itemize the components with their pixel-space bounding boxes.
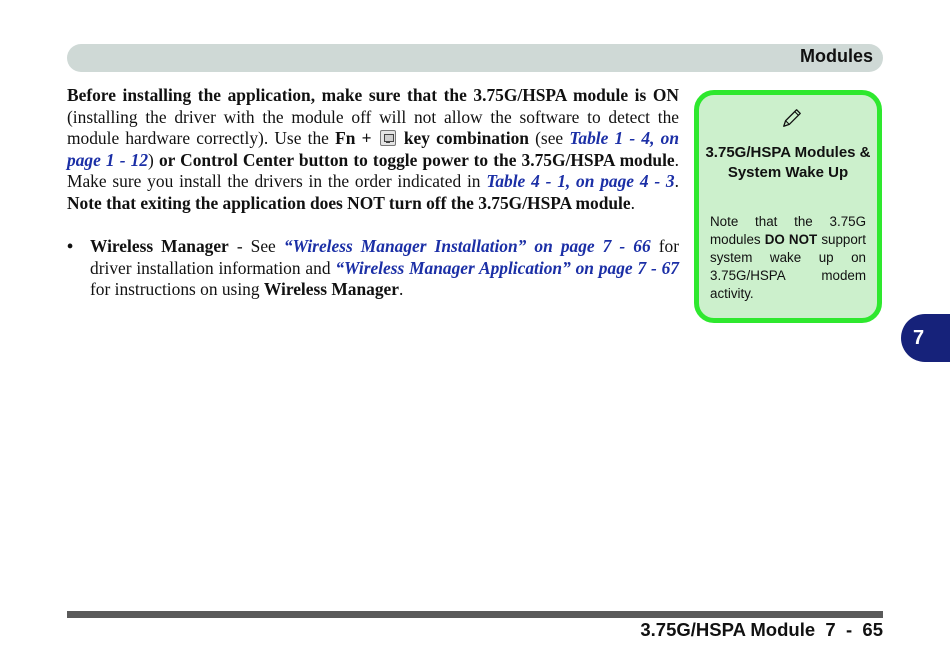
link-table-1-4[interactable]: Table 1 - 4, on page 1 - 12: [67, 128, 679, 170]
body-text: (see: [528, 128, 570, 148]
body-text: . Make sure you install the drivers in the order indicated in: [67, 149, 680, 191]
key-icon: [380, 130, 396, 146]
body-text: ): [148, 149, 159, 170]
body-text: for instructions on using: [90, 279, 264, 299]
paragraph-install-note: [67, 85, 679, 214]
link-table-4-1[interactable]: Table 4 - 1, on page 4 - 3: [486, 171, 675, 191]
pencil-icon: [781, 107, 803, 129]
main-content: [67, 85, 679, 301]
sidebar-text: Note that the 3.75G modules: [710, 214, 866, 247]
body-text: - See: [228, 236, 284, 256]
sidebar-title: 3.75G/HSPA Modules & System Wake Up: [705, 144, 871, 181]
header-bar: [67, 44, 883, 72]
body-text: .: [398, 279, 404, 299]
body-text: (installing the driver with the module off will not allow the software to detect the module hardware correctly). Use the: [67, 106, 679, 148]
body-text: .: [674, 171, 679, 191]
body-text: for driver installation information and: [90, 236, 679, 278]
sidebar-note-box: [694, 90, 882, 323]
bold-text: Wireless Manager: [263, 279, 399, 299]
link-wireless-manager-application[interactable]: “Wireless Manager Application” on page 7 - 67: [335, 257, 679, 278]
bold-text: Before installing the application, make sure that the 3.75G/HSPA module is ON: [67, 85, 679, 105]
page-section-title: Modules: [799, 46, 873, 66]
link-wireless-manager-installation[interactable]: “Wireless Manager Installation” on page 7 - 66: [283, 236, 651, 256]
footer-page-label: 3.75G/HSPA Module 7 - 65: [640, 619, 883, 640]
bold-text: Note that exiting the application does NOT turn off the 3.75G/HSPA module: [67, 192, 631, 213]
fn-key-text: Fn +: [335, 128, 378, 148]
chapter-tab: 7: [901, 314, 950, 362]
body-text: .: [630, 192, 635, 213]
list-item: [67, 236, 679, 301]
sidebar-emphasis: DO NOT: [764, 232, 818, 247]
footer-bar: [67, 611, 883, 618]
key-combination-text: key combination: [397, 128, 529, 148]
bold-text: Wireless Manager: [90, 236, 229, 256]
bullet-marker: •: [67, 236, 74, 256]
bold-text: or Control Center button to toggle power to the 3.75G/HSPA module: [158, 149, 675, 170]
sidebar-text: support system wake up on 3.75G/HSPA modem activity.: [710, 232, 866, 301]
sidebar-body: [710, 213, 866, 303]
